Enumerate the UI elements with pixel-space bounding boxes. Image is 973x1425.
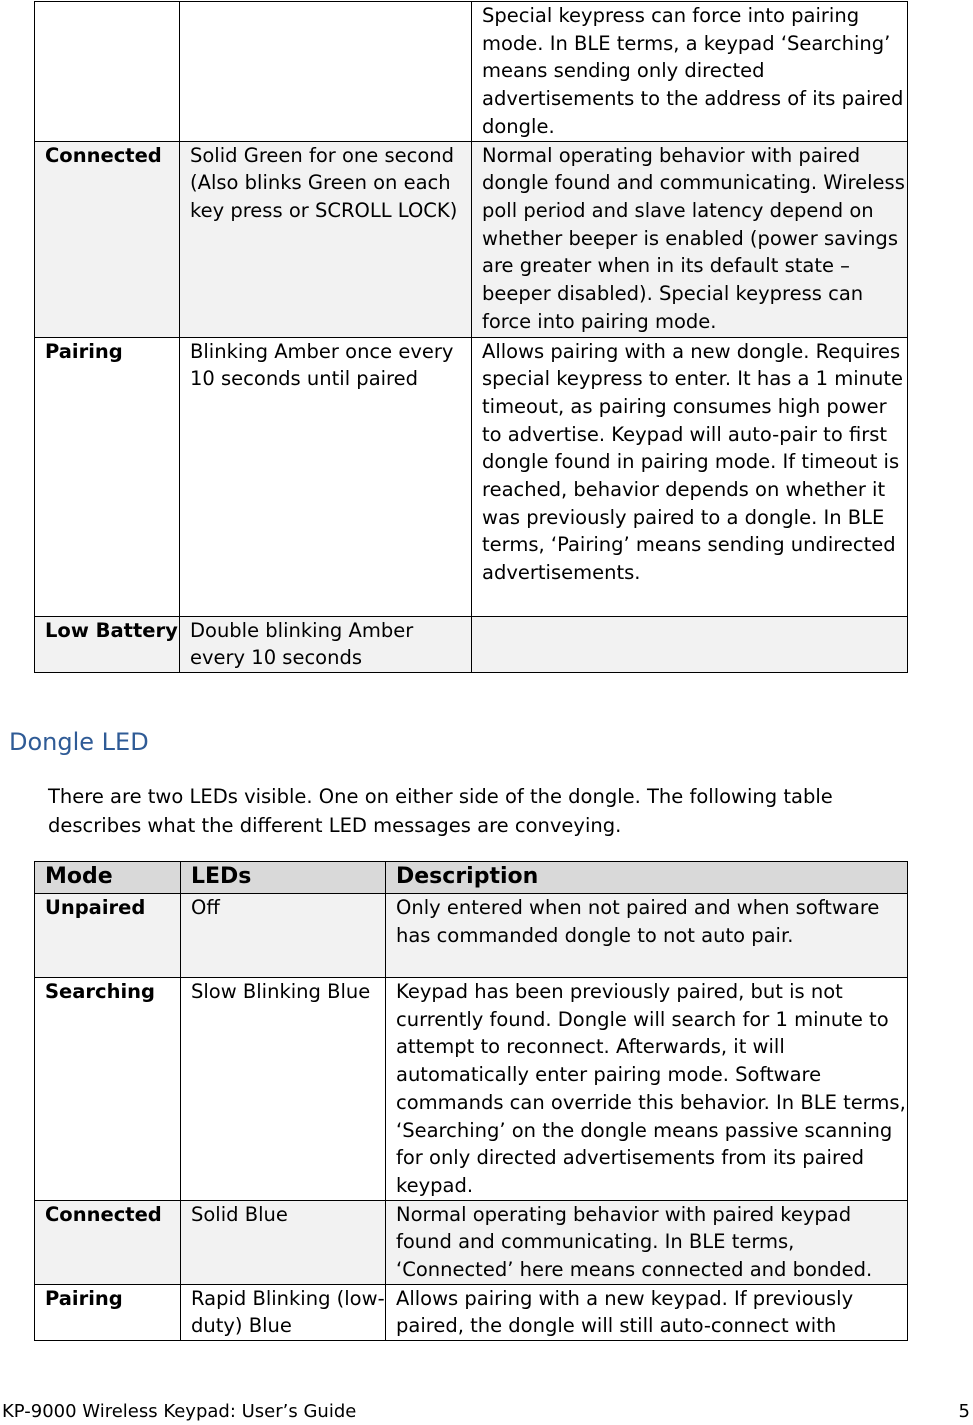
table-row (35, 1200, 908, 1284)
table-row (35, 978, 908, 1201)
mode-cell: Low Battery (35, 616, 180, 672)
led-cell: Solid Green for one second (Also blinks Green on each key press or SCROLL LOCK) (180, 141, 472, 337)
dongle-led-table (34, 861, 908, 1341)
description-cell: Special keypress can force into pairing mode. In BLE terms, a keypad ‘Searching’ means sending only directed advertisements to the address of its paired dongle. (472, 2, 908, 142)
description-cell: Only entered when not paired and when software has commanded dongle to not auto pair. (386, 894, 908, 978)
table-header-row (35, 862, 908, 894)
table-row (35, 894, 908, 978)
led-cell: Blinking Amber once every 10 seconds until paired (180, 337, 472, 616)
leds-cell: Slow Blinking Blue (181, 978, 386, 1201)
description-cell: Allows pairing with a new dongle. Requires special keypress to enter. It has a 1 minute timeout, as pairing consumes high power to advertise. Keypad will auto-pair to first dongle found in pairing mode. If timeout is reached, behavior depends on whether it was previously paired to a dongle. In BLE terms, ‘Pairing’ means sending undirected advertisements. (472, 337, 908, 616)
section-intro: There are two LEDs visible. One on either side of the dongle. The following table describes what the different LED messages are conveying. (48, 785, 833, 837)
mode-cell: Connected (35, 141, 180, 337)
column-header-mode: Mode (35, 862, 181, 894)
leds-cell: Off (181, 894, 386, 978)
mode-cell: Pairing (35, 337, 180, 616)
table-row (35, 1284, 908, 1340)
leds-cell: Solid Blue (181, 1200, 386, 1284)
description-cell: Normal operating behavior with paired keypad found and communicating. In BLE terms, ‘Connected’ here means connected and bonded. (386, 1200, 908, 1284)
mode-cell: Pairing (35, 1284, 181, 1340)
section-heading: Dongle LED (9, 728, 149, 756)
description-cell: Allows pairing with a new keypad. If previously paired, the dongle will still auto-connect with (386, 1284, 908, 1340)
description-cell (472, 616, 908, 672)
mode-cell: Unpaired (35, 894, 181, 978)
column-header-leds: LEDs (181, 862, 386, 894)
leds-cell: Rapid Blinking (low-duty) Blue (181, 1284, 386, 1340)
table-row (35, 337, 908, 616)
mode-cell (35, 2, 180, 142)
description-cell: Keypad has been previously paired, but is not currently found. Dongle will search for 1 minute to attempt to reconnect. Afterwards, it will automatically enter pairing mode. Software commands can override this behavior. In BLE terms, ‘Searching’ on the dongle means passive scanning for only directed advertisements from its paired keypad. (386, 978, 908, 1201)
led-cell (180, 2, 472, 142)
mode-cell: Searching (35, 978, 181, 1201)
page-number: 5 (958, 1401, 970, 1422)
table-row (35, 2, 908, 142)
table-row (35, 141, 908, 337)
table-row (35, 616, 908, 672)
column-header-description: Description (386, 862, 908, 894)
led-cell: Double blinking Amber every 10 seconds (180, 616, 472, 672)
description-cell: Normal operating behavior with paired dongle found and communicating. Wireless poll period and slave latency depend on whether beeper is enabled (power savings are greater when in its default state – beeper disabled). Special keypress can force into pairing mode. (472, 141, 908, 337)
mode-cell: Connected (35, 1200, 181, 1284)
keypad-led-table (34, 1, 908, 673)
footer-title: KP-9000 Wireless Keypad: User’s Guide (2, 1401, 357, 1422)
